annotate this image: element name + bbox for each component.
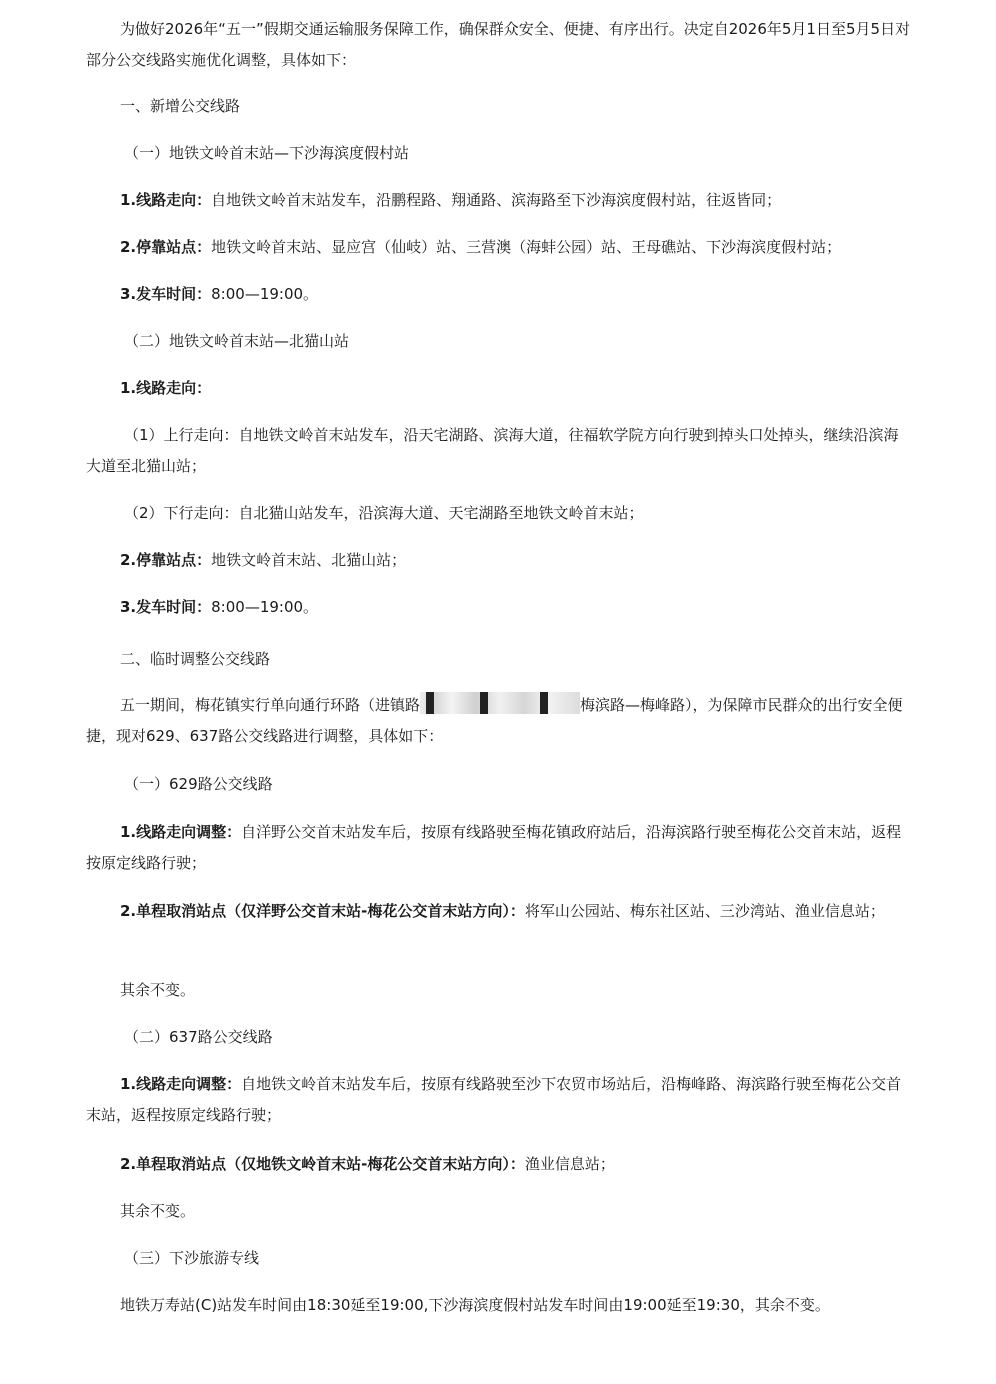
route2-direction [86, 373, 912, 404]
route2-time-label: 3.发车时间： [120, 598, 212, 616]
line629-adjust-label: 1.线路走向调整： [120, 823, 242, 841]
route2-direction-label: 1.线路走向： [120, 379, 212, 397]
route2-stops [86, 545, 912, 576]
route1-time [86, 279, 912, 310]
section2-intro-c: 梅滨路—梅峰路），为保障市民群众的出行安全便捷，现对629、637路公交线路进行调整，具体如下： [86, 696, 903, 745]
route1-direction-text: 自地铁文岭首末站发车，沿鹏程路、翔通路、滨海路至下沙海滨度假村站，往返皆同； [211, 191, 782, 209]
route1-time-label: 3.发车时间： [120, 285, 212, 303]
line637-title: （二）637路公交线路 [124, 1028, 273, 1046]
section1-heading: 一、新增公交线路 [120, 97, 241, 115]
section2-intro [86, 690, 912, 752]
line637-adjust [86, 1069, 912, 1131]
tour-title: （三）下沙旅游专线 [124, 1249, 260, 1267]
line629-cancel-text: 将军山公园站、梅东社区站、三沙湾站、渔业信息站； [524, 902, 885, 920]
tour-text: 地铁万寿站(C)站发车时间由18:30延至19:00,下沙海滨度假村站发车时间由19:00延至19:30，其余不变。 [120, 1296, 830, 1314]
route2-stops-text: 地铁文岭首末站、北猫山站； [211, 551, 407, 569]
line637-rest: 其余不变。 [120, 1202, 196, 1220]
route1-stops [86, 232, 912, 263]
section2-heading: 二、临时调整公交线路 [120, 650, 271, 668]
route1-title: （一）地铁文岭首末站—下沙海滨度假村站 [124, 144, 410, 162]
line629-cancel [86, 896, 912, 927]
line629-cancel-label: 2.单程取消站点（仅洋野公交首末站-梅花公交首末站方向）： [120, 902, 525, 920]
route2-title: （二）地铁文岭首末站—北猫山站 [124, 332, 350, 350]
route2-stops-label: 2.停靠站点： [120, 551, 212, 569]
route1-direction [86, 185, 912, 216]
route1-direction-label: 1.线路走向： [120, 191, 212, 209]
line637-adjust-label: 1.线路走向调整： [120, 1075, 242, 1093]
line629-title: （一）629路公交线路 [124, 775, 273, 793]
line629-rest: 其余不变。 [120, 981, 196, 999]
route2-down-direction: （2）下行走向：自北猫山站发车，沿滨海大道、天宅湖路至地铁文岭首末站； [124, 504, 644, 522]
line637-cancel-text: 渔业信息站； [524, 1155, 615, 1173]
route1-stops-label: 2.停靠站点： [120, 238, 212, 256]
route1-stops-text: 地铁文岭首末站、显应宫（仙岐）站、三营澳（海蚌公园）站、王母礁站、下沙海滨度假村站； [211, 238, 842, 256]
route2-up-direction: （1）上行走向：自地铁文岭首末站发车，沿天宅湖路、滨海大道，往福软学院方向行驶到掉头口处掉头，继续沿滨海大道至北猫山站； [86, 426, 899, 475]
line629-adjust [86, 817, 912, 879]
section2-intro-a: 五一期间，梅花镇实行单向通行环路（进镇路 [120, 696, 421, 714]
line637-cancel-label: 2.单程取消站点（仅地铁文岭首末站-梅花公交首末站方向）： [120, 1155, 525, 1173]
route1-time-text: 8:00—19:00。 [211, 285, 319, 303]
line629-adjust-text: 自洋野公交首末站发车后，按原有线路驶至梅花镇政府站后，沿海滨路行驶至梅花公交首末站，返程按原定线路行驶； [86, 823, 902, 872]
route2-time [86, 592, 912, 623]
redaction-mark [420, 692, 580, 714]
line637-adjust-text: 自地铁文岭首末站发车后，按原有线路驶至沙下农贸市场站后，沿梅峰路、海滨路行驶至梅花公交首末站，返程按原定线路行驶； [86, 1075, 902, 1124]
route2-time-text: 8:00—19:00。 [211, 598, 319, 616]
line637-cancel [86, 1149, 912, 1180]
intro-paragraph: 为做好2026年“五一”假期交通运输服务保障工作，确保群众安全、便捷、有序出行。决定自2026年5月1日至5月5日对部分公交线路实施优化调整，具体如下： [86, 20, 911, 69]
